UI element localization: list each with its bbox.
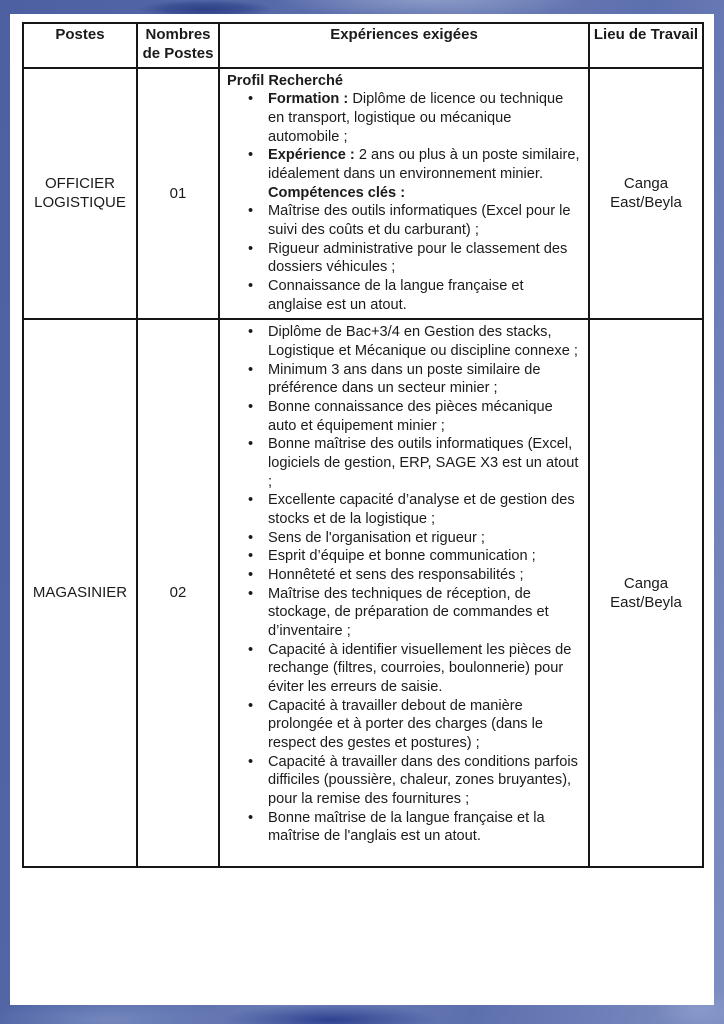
table-header-row (23, 23, 703, 68)
bullet-icon: • (248, 324, 254, 341)
experience-item-text: Maîtrise des techniques de réception, de stockage, de préparation de commandes et d’inventaire ; (268, 585, 549, 639)
bullet-icon: • (248, 436, 254, 453)
location-cell: Canga East/Beyla (589, 68, 703, 320)
count-cell: 02 (137, 319, 219, 867)
table-row (23, 319, 703, 867)
experience-item (227, 90, 580, 146)
bullet-icon: • (248, 641, 254, 658)
experience-item (227, 240, 580, 277)
header-lieu-de-travail: Lieu de Travail (589, 23, 703, 68)
header-experiences-exigees: Expériences exigées (219, 23, 589, 68)
bullet-icon: • (248, 809, 254, 826)
bullet-spacer (248, 184, 268, 203)
table-row (23, 68, 703, 320)
experience-list (227, 90, 580, 314)
experience-item-text: Diplôme de Bac+3/4 en Gestion des stacks, Logistique et Mécanique ou discipline connexe ; (268, 324, 578, 359)
bullet-icon: • (248, 697, 254, 714)
bullet-icon: • (248, 585, 254, 602)
experience-item (227, 202, 580, 239)
bullet-icon: • (248, 91, 254, 108)
experience-item-text: Minimum 3 ans dans un poste similaire de préférence dans un secteur minier ; (268, 361, 541, 397)
experience-item-text: Bonne maîtrise des outils informatiques (Excel, logiciels de gestion, ERP, SAGE X3 est un atout ; (268, 436, 579, 490)
experience-item-text: Sens de l'organisation et rigueur ; (268, 529, 485, 546)
poste-cell: OFFICIER LOGISTIQUE (23, 68, 137, 320)
experience-item-text: Compétences clés : (268, 184, 406, 201)
experience-item-text: Capacité à identifier visuellement les pièces de rechange (filtres, courroies, boulonnerie) pour éviter les erreurs de saisie. (268, 641, 572, 695)
experience-item-text: Expérience : 2 ans ou plus à un poste similaire, idéalement dans un environnement minier. (268, 147, 580, 182)
bullet-icon: • (248, 240, 254, 257)
bullet-icon: • (248, 147, 254, 164)
bullet-icon: • (248, 548, 254, 565)
count-cell: 01 (137, 68, 219, 320)
experience-item-text: Connaissance de la langue française et anglaise est un atout. (268, 277, 524, 313)
experience-item (227, 435, 580, 491)
experience-item (227, 809, 580, 846)
header-postes: Postes (23, 23, 137, 68)
bullet-icon: • (248, 529, 254, 546)
experience-cell (219, 68, 589, 320)
jobs-table (22, 22, 704, 868)
experience-item (227, 753, 580, 809)
document-white-page (10, 14, 714, 1005)
experience-item-text: Capacité à travailler debout de manière prolongée et à porter des charges (dans le respect des gestes et postures) ; (268, 697, 544, 752)
experience-list (227, 323, 580, 846)
experience-item (227, 277, 580, 314)
bullet-icon: • (248, 277, 254, 294)
experience-item (227, 585, 580, 641)
experience-item (227, 146, 580, 183)
bullet-icon: • (248, 753, 254, 770)
experience-item (227, 547, 580, 566)
experience-item (227, 323, 580, 360)
experience-item-text: Bonne maîtrise de la langue française et la maîtrise de l'anglais est un atout. (268, 809, 545, 845)
experience-item (227, 491, 580, 528)
bullet-icon: • (248, 566, 254, 583)
experience-item-text: Excellente capacité d’analyse et de gestion des stocks et de la logistique ; (268, 492, 575, 527)
experience-item-text: Esprit d’équipe et bonne communication ; (268, 548, 536, 565)
poste-cell: MAGASINIER (23, 319, 137, 867)
experience-item (227, 398, 580, 435)
experience-item-text: Honnêteté et sens des responsabilités ; (268, 566, 524, 583)
bullet-icon: • (248, 361, 254, 378)
experience-item-text: Formation : Diplôme de licence ou technique en transport, logistique ou mécanique automobile ; (268, 91, 564, 145)
experience-item-text: Maîtrise des outils informatiques (Excel pour le suivi des coûts et du carburant) ; (268, 203, 571, 238)
experience-item (227, 184, 580, 203)
experience-item (227, 641, 580, 697)
experience-item-text: Bonne connaissance des pièces mécanique auto et équipement minier ; (268, 398, 553, 434)
location-cell: Canga East/Beyla (589, 319, 703, 867)
experience-item (227, 361, 580, 398)
experience-item (227, 697, 580, 753)
bullet-icon: • (248, 203, 254, 220)
bullet-icon: • (248, 492, 254, 509)
header-nombres-de-postes: Nombres de Postes (137, 23, 219, 68)
experience-item-text: Rigueur administrative pour le classement des dossiers véhicules ; (268, 240, 568, 276)
experience-item (227, 529, 580, 548)
experience-item (227, 566, 580, 585)
experience-item-text: Capacité à travailler dans des conditions parfois difficiles (poussière, chaleur, zones bruyantes), pour la remise des fournitures ; (268, 753, 578, 808)
profil-recherche-heading: Profil Recherché (227, 72, 343, 89)
bullet-icon: • (248, 398, 254, 415)
experience-cell (219, 319, 589, 867)
